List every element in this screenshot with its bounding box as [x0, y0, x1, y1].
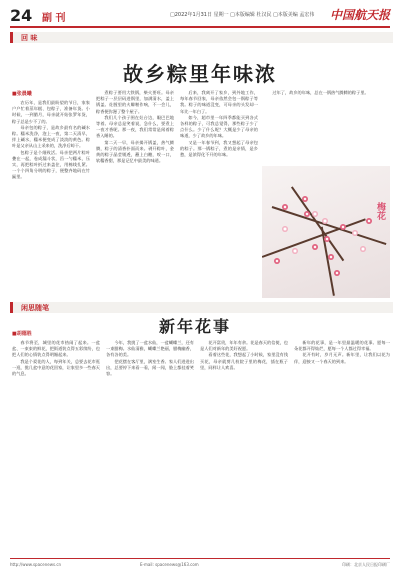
article-title: 新年花事: [158, 317, 231, 336]
footer-email: E-mail: spacenews@163.com: [140, 562, 199, 567]
paragraph: 我是个爱花的人，每到年关，总要去花市逛一逛，挑几盆中意的花回家，让家里多一些春天的气息。: [12, 358, 100, 377]
paragraph: 花开有时，岁月无声。新年里，让我们以花为伴，迎接又一个春天的到来。: [294, 352, 390, 364]
section-bar-xiansi: [10, 302, 393, 313]
paragraph: 我们几个孩子围在灶台边，眼巴巴地等着。母亲总是笑着说，急什么，要煮上一夜才香呢。那一夜，我们常常是闻着粽香入睡的。: [96, 114, 174, 139]
section-label: 闲思随笔: [21, 304, 49, 312]
article-column-4: [294, 340, 390, 552]
article-column-3: [180, 90, 258, 295]
blossom: [366, 218, 372, 224]
article-column-3: [200, 340, 288, 552]
date-line: □2022年1月31日 星期一 □本版编辑 杜汉民 □本版美编 孟宏伟: [170, 12, 315, 18]
page-number: 24: [10, 6, 33, 25]
plum-blossom-photo: [262, 166, 390, 298]
blossom: [282, 204, 288, 210]
footer-printer: 印刷：北京人民日报印刷厂: [342, 562, 390, 567]
paragraph: 花开富贵，年年有余。花是春天的信使，也是人们对新年的美好祝愿。: [200, 340, 288, 352]
article-column-2: [96, 90, 174, 295]
article-byline: ■胡德胜: [12, 331, 32, 337]
blossom: [312, 244, 318, 250]
article-column-2: [106, 340, 194, 552]
blossom: [352, 230, 358, 236]
section-name: 副 刊: [42, 13, 66, 24]
branch-shape: [262, 218, 366, 257]
paragraph: 过年了，故乡的年味，总在一锅热气腾腾的粽子里。: [272, 90, 369, 95]
masthead-logo: 中国航天报: [329, 8, 390, 22]
paragraph: 春节将至，城里的花市热闹了起来。一盆盆、一束束的鲜花，把街道装点得五彩缤纷，也把人们的心情装点得明媚起来。: [12, 340, 100, 358]
paragraph: 把花摆在客厅里，满室生香。家人们进进出出，总要停下来看一看，闻一闻，脸上都挂着笑容。: [106, 358, 194, 377]
paragraph: 今年，我挑了一盆水仙，一盆蝴蝶兰，还有一束腊梅。水仙清雅，蝴蝶兰艳丽，腊梅幽香，各有各的美。: [106, 340, 194, 358]
article-title: 故乡粽里年味浓: [123, 62, 277, 86]
paragraph: 包粽子是个细致活。母亲把两片粽叶叠在一起，卷成漏斗状，舀一勺糯米，压实，再把粽叶折过来盖住，用棉线扎紧。一个个四角分明的粽子，便整齐地码在竹匾里。: [12, 149, 90, 180]
blossom: [274, 258, 280, 264]
paragraph: 煮粽子要用大铁锅，柴火要旺。母亲把粽子一层层码进锅里，加满清水，盖上锅盖。灶膛里的火噼啪作响，不一会儿，粽香便弥漫了整个屋子。: [96, 90, 174, 114]
blossom: [282, 226, 288, 232]
article-column-1: [12, 340, 100, 552]
page-header: [10, 6, 390, 28]
blossom: [292, 248, 298, 254]
paragraph: 农历年，是我们最盼望的节日，家家户户忙着蒸年糕、包粽子，准备年货。小时候，一到腊月，母亲就开始张罗年货，粽子总是少不了的。: [12, 100, 90, 124]
article-column-4: [264, 90, 390, 160]
article-byline: ■张晨曦: [12, 91, 32, 97]
blossom: [324, 236, 330, 242]
blossom: [312, 211, 318, 217]
blossom: [360, 246, 366, 252]
paragraph: 又是一年春节到，我又想起了母亲包的粽子。那一锅粽子，煮的是亲情，是乡愁，是浓得化不开的年味。: [180, 139, 258, 158]
section-bar-huiwei: [10, 32, 393, 43]
paragraph: 第二天一早，母亲揭开锅盖，热气腾腾，粽子的清香扑面而来。剥开粽叶，金黄的粽子晶莹剔透，蘸上白糖，咬一口，软糯香甜，那是记忆中最美的味道。: [96, 139, 174, 164]
blossom: [304, 211, 310, 217]
photo-caption: 梅花: [375, 202, 385, 220]
blossom: [334, 270, 340, 276]
blossom: [340, 224, 346, 230]
blossom: [322, 218, 328, 224]
blossom: [328, 254, 334, 260]
paragraph: 看着这些花，我想起了小时候，家里没有钱买花，母亲就剪几枝院子里的梅花，插在瓶子里，同样让人欢喜。: [200, 352, 288, 370]
article-column-1: [12, 100, 90, 295]
paragraph: 后来，我离开了家乡，到外地工作，每年春节回家，母亲依然会包一锅粽子等我。粽子的味道没变，可母亲的头发却一年比一年白了。: [180, 90, 258, 114]
branch-shape: [291, 186, 344, 261]
paragraph: 母亲包的粽子，是故乡最有名的碱水粽。糯米洗净，泡上一夜，第二天清早，拌上碱水，糯米便变成了淡淡的黄色。粽叶是父亲从山上采来的，洗净后晾干。: [12, 124, 90, 149]
paragraph: 如今，超市里一年四季都能买到各式各样的粽子，可我总觉得，那些粽子少了点什么。少了什么呢？大概是少了母亲的味道，少了故乡的年味。: [180, 114, 258, 139]
page-footer: [10, 558, 390, 569]
footer-website: http://www.spacenews.cn: [10, 562, 62, 567]
paragraph: 新年的花事，是一年里最温暖的花事。愿每一朵花都开得灿烂，愿每一个人都过得幸福。: [294, 340, 390, 352]
section-label: 回 味: [21, 34, 38, 42]
blossom: [302, 196, 308, 202]
